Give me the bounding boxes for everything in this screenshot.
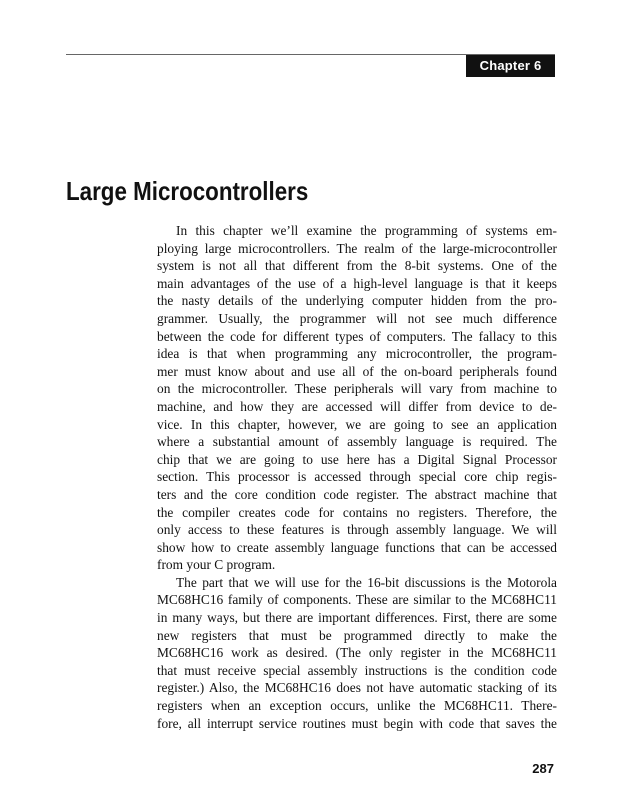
text-line: section. This processor is accessed through special core chip regis- <box>157 469 557 485</box>
text-line: in many ways, but there are important differences. First, there are some <box>157 610 557 626</box>
text-line: mer must know about and use all of the on-board peripherals found <box>157 363 557 379</box>
text-line: main advantages of the use of a high-level language is that it keeps <box>157 275 557 291</box>
body-text <box>157 222 557 732</box>
text-line: idea is that when programming any microcontroller, the program- <box>157 346 557 362</box>
text-line: chip that we are going to use here has a Digital Signal Processor <box>157 451 557 467</box>
text-line: show how to create assembly language functions that can be accessed <box>157 539 557 555</box>
text-line: vice. In this chapter, however, we are going to see an application <box>157 416 557 432</box>
text-line: MC68HC16 family of components. These are similar to the MC68HC11 <box>157 592 557 608</box>
text-line: register.) Also, the MC68HC16 does not have automatic stacking of its <box>157 680 557 696</box>
text-line: only access to these features is through assembly language. We will <box>157 522 557 538</box>
page-number: 287 <box>532 761 554 776</box>
text-line: registers when an exception occurs, unlike the MC68HC11. There- <box>157 698 557 714</box>
text-line: MC68HC16 work as desired. (The only register in the MC68HC11 <box>157 645 557 661</box>
text-line: on the microcontroller. These peripherals will vary from machine to <box>157 381 557 397</box>
text-line: grammer. Usually, the programmer will not see much difference <box>157 310 557 326</box>
text-line: where a substantial amount of assembly language is required. The <box>157 434 557 450</box>
chapter-title: Large Microcontrollers <box>66 176 309 206</box>
text-line: The part that we will use for the 16-bit discussions is the Motorola <box>176 574 557 590</box>
text-line: In this chapter we’ll examine the programming of systems em- <box>176 223 557 238</box>
paragraph-1 <box>157 222 557 574</box>
paragraph-2 <box>157 574 557 732</box>
text-line: between the code for different types of computers. The fallacy to this <box>157 328 557 344</box>
chapter-label: Chapter 6 <box>466 55 555 77</box>
text-line: machine, and how they are accessed will differ from device to de- <box>157 398 557 414</box>
text-line: from your C program. <box>157 557 276 573</box>
text-line: that must receive special assembly instructions is the condition code <box>157 662 557 678</box>
text-line: system is not all that different from the 8-bit systems. One of the <box>157 258 557 274</box>
text-line: fore, all interrupt service routines must begin with code that saves the <box>157 715 557 731</box>
text-line: the nasty details of the underlying computer hidden from the pro- <box>157 293 557 309</box>
text-line: the compiler creates code for contains no registers. Therefore, the <box>157 504 557 520</box>
text-line: new registers that must be programmed directly to make the <box>157 627 557 643</box>
text-line: ters and the core condition code register. The abstract machine that <box>157 486 557 502</box>
text-line: ploying large microcontrollers. The realm of the large-microcontroller <box>157 240 557 256</box>
